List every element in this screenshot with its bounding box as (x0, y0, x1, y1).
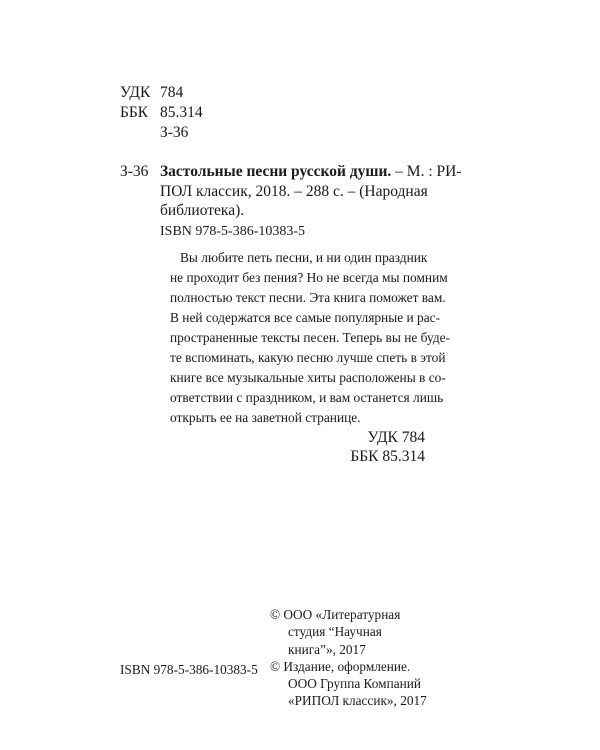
bib-line-1 (160, 162, 461, 181)
annotation-udk: УДК 784 (367, 429, 425, 446)
copyright-line: © ООО «Литературная (270, 607, 401, 622)
annotation (170, 248, 451, 428)
book-title: Застольные песни русской души. (160, 163, 392, 180)
annotation-line: те вспоминать, какую песню лучше спеть в этой (170, 350, 446, 365)
annotation-line: Вы любите петь песни, и ни один праздник (180, 250, 428, 265)
bib-line-3: библиотека). (160, 202, 245, 219)
annotation-bbk: ББК 85.314 (350, 448, 425, 465)
copyright-line: ООО Группа Компаний (288, 676, 421, 692)
udk-value: 784 (160, 84, 184, 101)
copyright-line: © Издание, оформление. (270, 658, 411, 674)
bbk-label: ББК (120, 104, 149, 121)
bib-author-mark: З-36 (120, 163, 149, 180)
udk-label: УДК (120, 84, 151, 101)
copyright-line: студия “Научная (288, 624, 382, 640)
annotation-line: ответствии с праздником, и вам останется лишь (170, 390, 444, 405)
isbn-main: ISBN 978-5-386-10383-5 (160, 224, 306, 239)
bbk-value: 85.314 (160, 104, 203, 121)
bib-publisher-start: – М. : РИ- (391, 163, 462, 180)
copyright-line: книга”», 2017 (288, 641, 366, 657)
annotation-line: открыть ее на заветной странице. (170, 410, 361, 425)
isbn-bottom: ISBN 978-5-386-10383-5 (120, 662, 258, 677)
annotation-line: пространенные тексты песен. Теперь вы не буде- (170, 330, 451, 345)
bib-line-2: ПОЛ классик, 2018. – 288 с. – (Народная (160, 183, 428, 200)
annotation-line: книге все музыкальные хиты расположены в со- (170, 370, 446, 385)
copyright-line: «РИПОЛ классик», 2017 (288, 693, 427, 709)
copyright-block (270, 606, 427, 710)
annotation-line: полностью текст песни. Эта книга поможет вам. (170, 290, 446, 305)
author-mark: З-36 (160, 124, 189, 141)
annotation-line: не проходит без пения? Но не всегда мы помним (170, 270, 448, 285)
annotation-line: В ней содержатся все самые популярные и рас- (170, 310, 441, 325)
